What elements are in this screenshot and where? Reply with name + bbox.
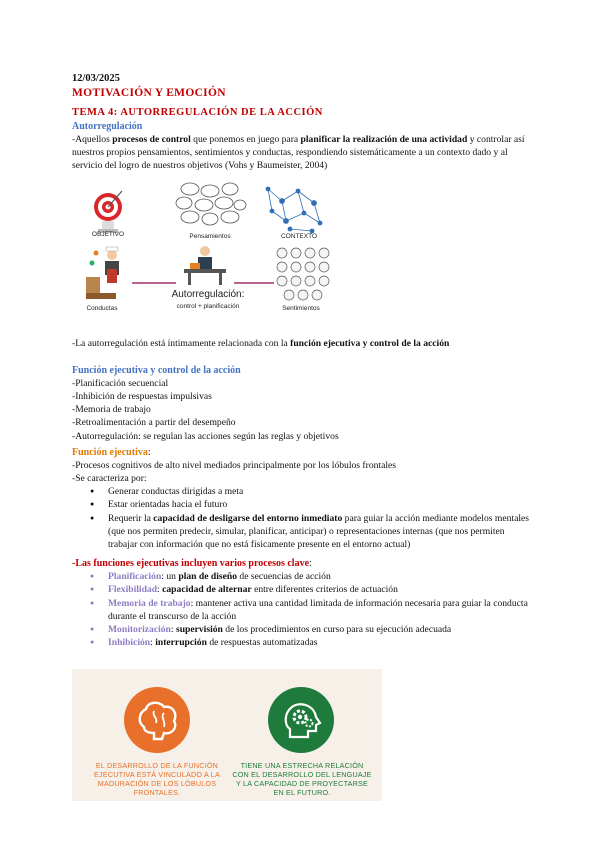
diagram-label-pensamientos: Pensamientos <box>189 232 231 240</box>
autorregulacion-heading: Autorregulación <box>72 121 143 132</box>
section-title: TEMA 4: AUTORREGULACIÓN DE LA ACCIÓN <box>72 107 323 118</box>
funcion-control-item: -Retroalimentación a partir del desempeño <box>72 417 236 429</box>
list-item: ● Estar orientadas hacia el futuro <box>108 498 532 511</box>
funcion-control-item: -Memoria de trabajo <box>72 404 151 416</box>
diagram-label-objetivo: OBJETIVO <box>91 230 125 238</box>
list-item: ● Generar conductas dirigidas a meta <box>108 485 532 498</box>
list-item: ● Inhibición: interrupción de respuestas automatizadas <box>108 636 532 649</box>
context-network-icon <box>266 187 322 233</box>
banner-right-text: TIENE UNA ESTRECHA RELACIÓN CON EL DESARROLLO DEL LENGUAJE Y LA CAPACIDAD DE PROYECTARSE EN EL FUTURO. <box>232 761 372 797</box>
target-icon <box>94 191 122 233</box>
diagram-label-autorregulacion: Autorregulación: <box>171 288 245 300</box>
autorregulacion-definition: -Aquellos procesos de control que ponemos en juego para planificar la realización de una actividad y controlar así nuestros propios pensamientos, sentimientos y conductas, respondiendo sistemáticamente a un contexto dado y al servicio del logro de nuestros objetivos (Vohs y Baumeister, 2004) <box>72 134 525 172</box>
list-item: ● Planificación: un plan de diseño de secuencias de acción <box>108 570 532 583</box>
diagram-label-sentimientos: Sentimientos <box>282 304 320 312</box>
page-title: MOTIVACIÓN Y EMOCIÓN <box>72 87 226 99</box>
diagram-label-contexto: CONTEXTO <box>281 232 317 240</box>
banner-left-text: EL DESARROLLO DE LA FUNCIÓN EJECUTIVA ESTÁ VINCULADO A LA MADURACIÓN DE LOS LÓBULOS FRONTALES. <box>94 761 220 797</box>
funcion-control-heading: Función ejecutiva y control de la acción <box>72 364 241 376</box>
funcion-ejecutiva-line: -Procesos cognitivos de alto nivel mediados principalmente por los lóbulos frontales <box>72 459 396 471</box>
funcion-ejecutiva-line: -Se caracteriza por: <box>72 473 147 485</box>
document-page <box>72 72 532 649</box>
relation-text: -La autorregulación está íntimamente relacionada con la función ejecutiva y control de la acción <box>72 337 450 349</box>
gears-head-icon <box>268 687 334 753</box>
funcion-control-item: -Planificación secuencial <box>72 377 169 389</box>
funcion-control-item: -Autorregulación: se regulan las acciones según las reglas y objetivos <box>72 430 339 442</box>
list-item: ● Memoria de trabajo: mantener activa una cantidad limitada de información necesaria para guiar la conducta durante el transcurso de la acción <box>108 597 532 623</box>
person-at-desk-icon <box>184 246 226 285</box>
funciones-clave-list <box>72 570 532 649</box>
funciones-clave-heading: -Las funciones ejecutivas incluyen varios procesos clave: <box>72 558 312 570</box>
infographic-banner <box>72 669 382 801</box>
list-item: ● Monitorización: supervisión de los procedimientos en curso para su ejecución adecuada <box>108 623 532 636</box>
autorregulation-diagram <box>72 181 344 329</box>
funcion-control-item: -Inhibición de respuestas impulsivas <box>72 391 212 403</box>
list-item: ● Flexibilidad: capacidad de alternar entre diferentes criterios de actuación <box>108 583 532 596</box>
funcion-ejecutiva-heading: Función ejecutiva: <box>72 446 151 458</box>
diagram-label-conductas: Conductas <box>86 304 118 312</box>
list-item: ● Requerir la capacidad de desligarse del entorno inmediato para guiar la acción mediante modelos mentales (que nos permiten predecir, simular, planificar, anticipar) o representaciones internas (que nos permiten trabajar con información que no está físicamente presente en el entorno actual) <box>108 512 532 552</box>
brain-icon <box>124 687 190 753</box>
diagram-label-control: control + planificación <box>176 302 240 310</box>
date: 12/03/2025 <box>72 73 120 84</box>
caracteristicas-list <box>72 485 532 551</box>
emotion-faces-icon <box>277 248 329 300</box>
person-juggling-icon <box>86 247 119 299</box>
thought-clouds-icon <box>176 183 246 225</box>
